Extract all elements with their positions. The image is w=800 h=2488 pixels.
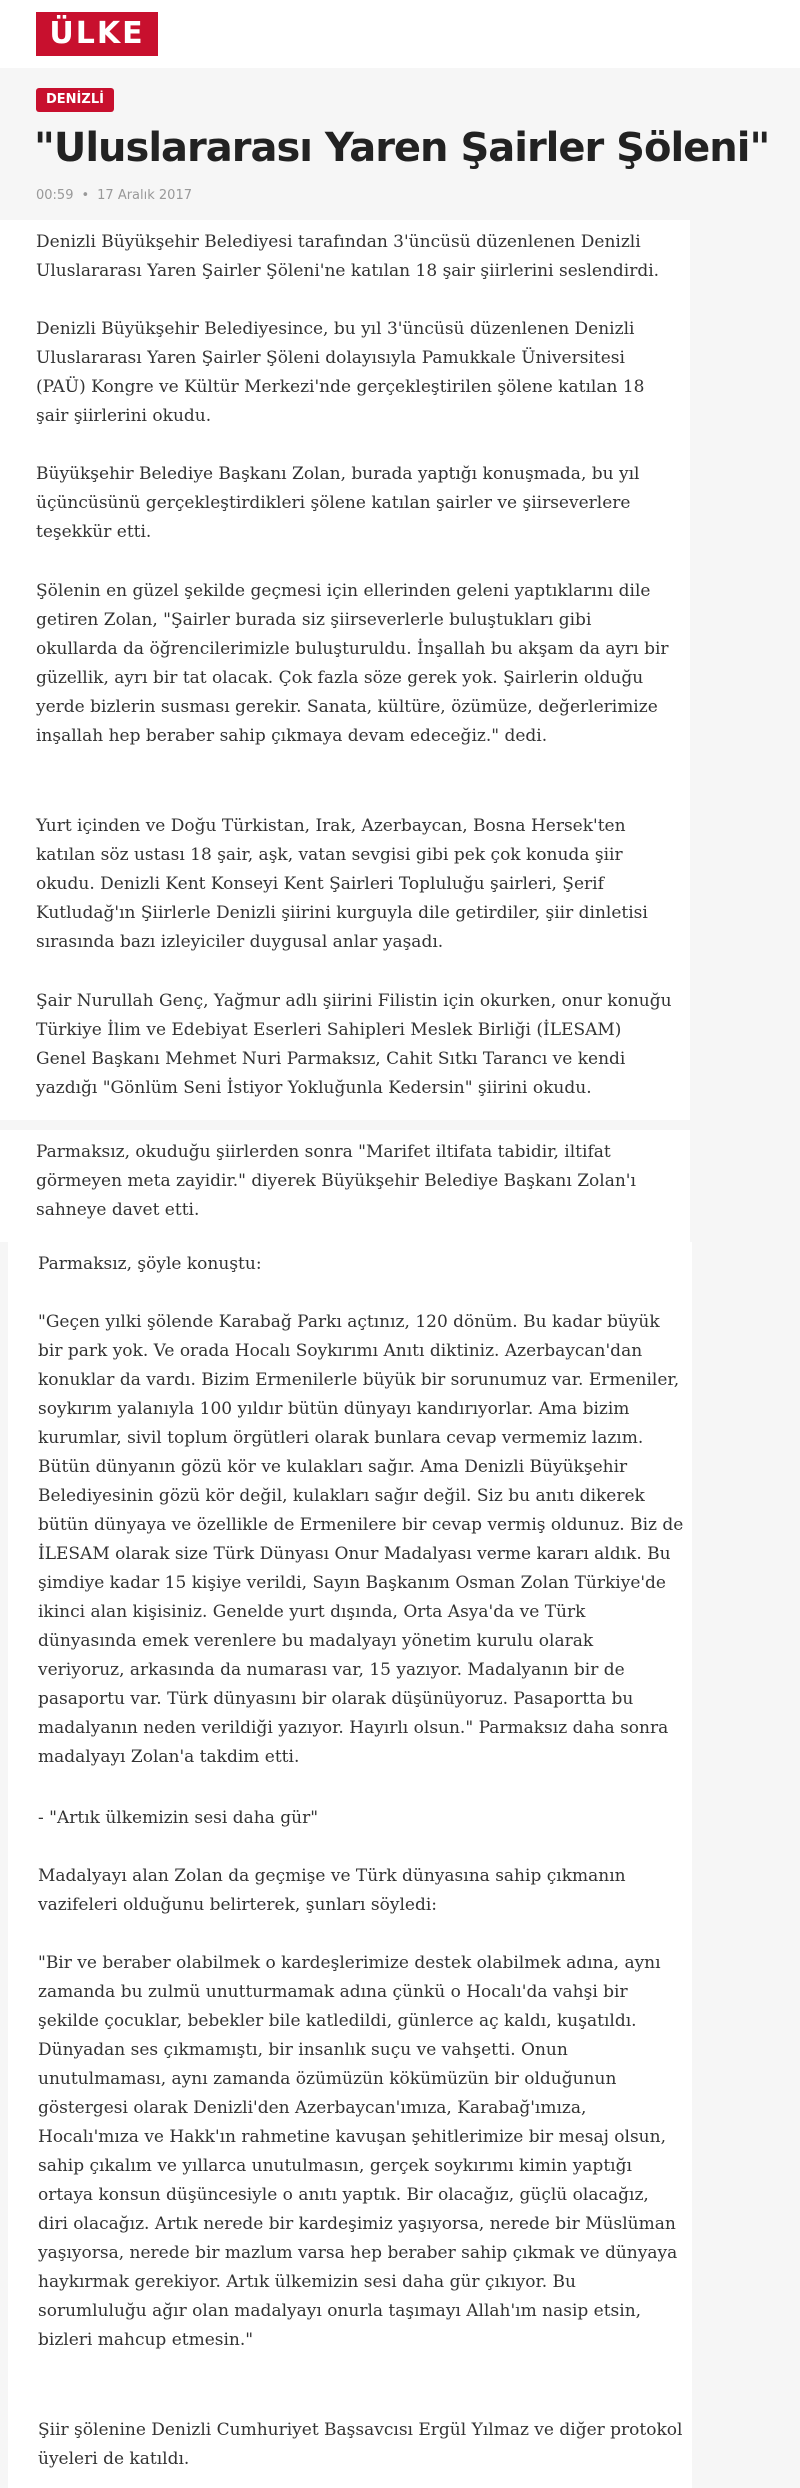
- article-paragraph: "Geçen yılki şölende Karabağ Parkı açtınız, 120 dönüm. Bu kadar büyük bir park yok. Ve orada Hocalı Soykırımı Anıtı diktiniz. Azerbaycan'dan konuklar da vardı. Bizim Ermenilerle büyük bir sorunumuz var. Ermeniler, soykırım yalanıyla 100 yıldır bütün dünyayı kandırıyorlar. Ama bizim kurumlar, sivil toplum örgütleri olarak bunlara cevap vermemiz lazım. Bütün dünyanın gözü kör ve kulakları sağır. Ama Denizli Büyükşehir Belediyesinin gözü kör değil, kulakları sağır değil. Siz bu anıtı dikerek bütün dünyaya ve özellikle de Ermenilere bir cevap vermiş oldunuz. Biz de İLESAM olarak size Türk Dünyası Onur Madalyası verme kararı aldık. Bu şimdiye kadar 15 kişiye verildi, Sayın Başkanım Osman Zolan Türkiye'de ikinci alan kişisiniz. Genelde yurt dışında, Orta Asya'da ve Türk dünyasında emek verenlere bu madalyayı yönetim kurulu olarak veriyoruz, arkasında da numarası var, 15 yazıyor. Madalyanın bir de pasaportu var. Türk dünyasını bir olarak düşünüyoruz. Pasaportta bu madalyanın neden verildiği yazıyor. Hayırlı olsun." Parmaksız daha sonra madalyayı Zolan'a takdim etti.: [38, 1312, 684, 1767]
- article-paragraph: Denizli Büyükşehir Belediyesi tarafından 3'üncüsü düzenlenen Denizli Uluslararası Yaren Şairler Şöleni'ne katılan 18 şair şiirlerini seslendirdi.: [36, 232, 660, 281]
- article-paragraph: Şiir şölenine Denizli Cumhuriyet Başsavcısı Ergül Yılmaz ve diğer protokol üyeleri de katıldı.: [38, 2420, 683, 2469]
- article-paragraph: Yurt içinden ve Doğu Türkistan, Irak, Azerbaycan, Bosna Hersek'ten katılan söz ustası 18 şair, aşk, vatan sevgisi gibi pek çok konuda şiir okudu. Denizli Kent Konseyi Kent Şairleri Topluluğu şairleri, Şerif Kutludağ'ın Şiirlerle Denizli şiirini kurguyla dile getirdiler, şiir dinletisi sırasında bazı izleyiciler duygusal anlar yaşadı.: [36, 816, 648, 952]
- site-logo[interactable]: ÜLKE: [36, 12, 158, 56]
- article-paragraph: Şair Nurullah Genç, Yağmur adlı şiirini Filistin için okurken, onur konuğu Türkiye İlim ve Edebiyat Eserleri Sahipleri Meslek Birliği (İLESAM) Genel Başkanı Mehmet Nuri Parmaksız, Cahit Sıtkı Tarancı ve kendi yazdığı "Gönlüm Seni İstiyor Yokluğunla Kedersin" şiirini okudu.: [36, 991, 672, 1098]
- article-body-section-3: [8, 1242, 692, 2488]
- article-paragraph: "Bir ve beraber olabilmek o kardeşlerimize destek olabilmek adına, aynı zamanda bu zulmü unutturmamak adına çünkü o Hocalı'da vahşi bir şekilde çocuklar, bebekler bile katledildi, günlerce aç kaldı, kuşatıldı. Dünyadan ses çıkmamıştı, bir insanlık suçu ve vahşetti. Onun unutulmaması, aynı zamanda özümüzün kökümüzün bir olduğunun göstergesi olarak Denizli'den Azerbaycan'ımıza, Karabağ'ımıza, Hocalı'mıza ve Hakk'ın rahmetine kavuşan şehitlerimize bir mesaj olsun, sahip çıkalım ve yıllarca unutulmasın, gerçek soykırımı kimin yaptığı ortaya konsun düşüncesiyle o anıtı yaptık. Bir olacağız, güçlü olacağız, diri olacağız. Artık nerede bir kardeşimiz yaşıyorsa, nerede bir Müslüman yaşıyorsa, nerede bir mazlum varsa hep beraber sahip çıkmak ve dünyaya haykırmak gerekiyor. Artık ülkemizin sesi daha gür çıkıyor. Bu sorumluluğu ağır olan madalyayı onurla taşımayı Allah'ım nasip etsin, bizleri mahcup etmesin.": [38, 1953, 678, 2350]
- site-header: [0, 0, 800, 68]
- article-paragraph: Şölenin en güzel şekilde geçmesi için ellerinden geleni yaptıklarını dile getiren Zolan, "Şairler burada siz şiirseverlerle buluştukları gibi okullarda da öğrencilerimizle buluşturuldu. İnşallah bu akşam da ayrı bir güzellik, ayrı bir tat olacak. Çok fazla söze gerek yok. Şairlerin olduğu yerde bizlerin susması gerekir. Sanata, kültüre, özümüze, değerlerimize inşallah hep beraber sahip çıkmaya devam edeceğiz." dedi.: [36, 581, 669, 746]
- meta-separator: •: [81, 188, 90, 203]
- article-body-section-1: [0, 220, 690, 1120]
- article-paragraph: Parmaksız, şöyle konuştu:: [38, 1254, 262, 1274]
- article-body-section-2: [0, 1130, 690, 1242]
- article-paragraph: Büyükşehir Belediye Başkanı Zolan, burada yaptığı konuşmada, bu yıl üçüncüsünü gerçekleştirdikleri şölene katılan şairler ve şiirseverlere teşekkür etti.: [36, 464, 640, 542]
- category-badge[interactable]: DENİZLİ: [36, 88, 114, 112]
- article-meta: [36, 188, 192, 203]
- article-paragraph: Denizli Büyükşehir Belediyesince, bu yıl 3'üncüsü düzenlenen Denizli Uluslararası Yaren Şairler Şöleni dolayısıyla Pamukkale Üniversitesi (PAÜ) Kongre ve Kültür Merkezi'nde gerçekleştirilen şölene katılan 18 şair şiirlerini okudu.: [36, 319, 645, 426]
- article-subheading: - "Artık ülkemizin sesi daha gür": [38, 1808, 319, 1828]
- article-paragraph: Parmaksız, okuduğu şiirlerden sonra "Marifet iltifata tabidir, iltifat görmeyen meta zayidir." diyerek Büyükşehir Belediye Başkanı Zolan'ı sahneye davet etti.: [36, 1142, 636, 1220]
- publish-date: 17 Aralık 2017: [97, 188, 192, 203]
- publish-time: 00:59: [36, 188, 74, 203]
- article-paragraph: Madalyayı alan Zolan da geçmişe ve Türk dünyasına sahip çıkmanın vazifeleri olduğunu belirterek, şunları söyledi:: [38, 1866, 626, 1915]
- article-title: "Uluslararası Yaren Şairler Şöleni": [34, 125, 770, 171]
